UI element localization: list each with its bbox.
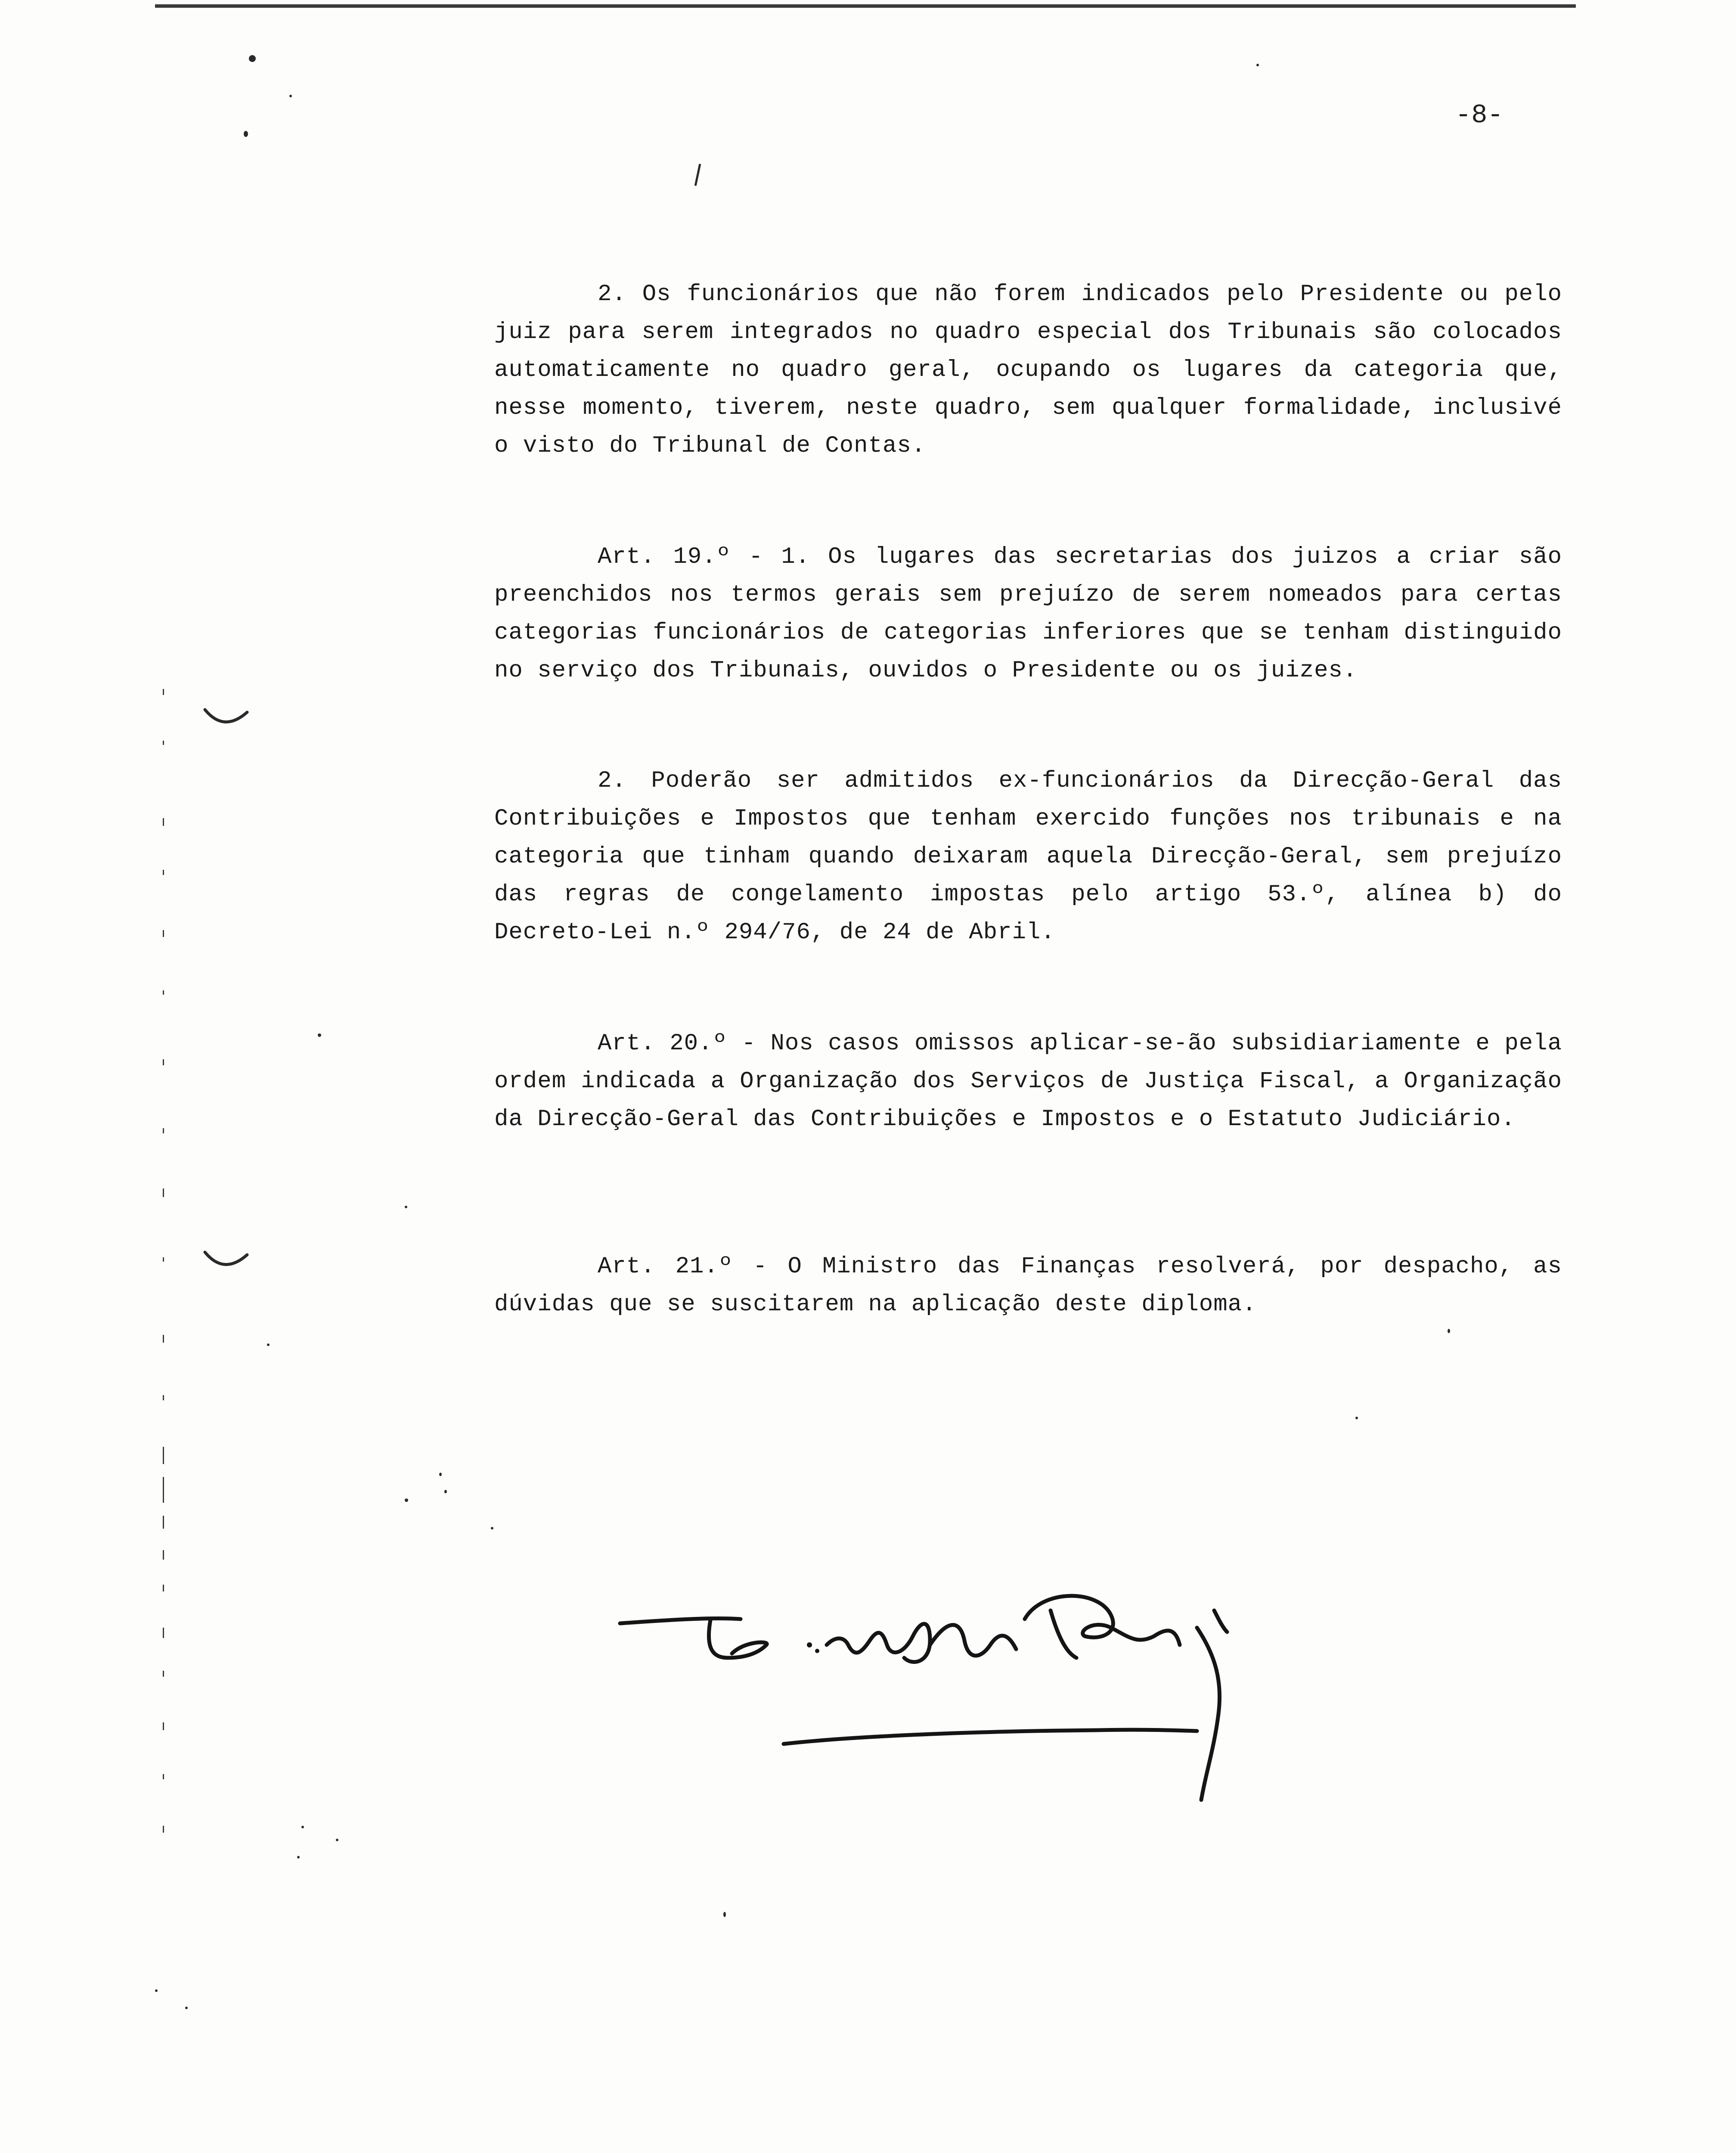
speck (405, 1498, 408, 1502)
speck (439, 1473, 442, 1476)
speck (1448, 1329, 1450, 1333)
speck (491, 1527, 493, 1529)
speck (723, 1912, 726, 1917)
speck (336, 1839, 338, 1841)
paragraph-art-19-1 (494, 538, 1562, 690)
paragraph-2-nonindicated-staff (494, 276, 1562, 465)
speck (301, 1826, 304, 1828)
paragraph-text: 2. Os funcionários que não forem indicados pelo Presidente ou pelo juiz para serem integrados no quadro especial dos Tribunais são colocados automaticamente no quadro geral, ocupando os lugares da categoria que, nesse momento, tiverem, neste quadro, sem qualquer formalidade, inclusivé o visto do Tribunal de Contas. (494, 281, 1562, 459)
paragraph-art-20 (494, 1025, 1562, 1139)
top-rule (155, 4, 1576, 8)
speck (244, 131, 248, 137)
speck (155, 1989, 158, 1992)
speck (444, 1490, 447, 1493)
speck (297, 1856, 300, 1858)
speck (694, 164, 701, 186)
paragraph-text: Art. 21.º - O Ministro das Finanças resolverá, por despacho, as dúvidas que se suscitarem na aplicação deste diploma. (494, 1253, 1562, 1318)
punch-mark-icon (202, 706, 250, 732)
speck (318, 1033, 321, 1037)
speck (185, 2007, 188, 2009)
paragraph-art-21 (494, 1248, 1562, 1324)
paragraph-text: Art. 20.º - Nos casos omissos aplicar-se-ão subsidiariamente e pela ordem indicada a Organização dos Serviços de Justiça Fiscal, a Organização da Direcção-Geral das Contribuições e Impostos e o Estatuto Judiciário. (494, 1030, 1562, 1132)
binding-edge-marks (160, 689, 167, 1895)
paragraph-text: Art. 19.º - 1. Os lugares das secretarias dos juizos a criar são preenchidos nos termos gerais sem prejuízo de serem nomeados para certas categorias funcionários de categorias inferiores que se tenham distinguido no serviço dos Tribunais, ouvidos o Presidente ou os juizes. (494, 544, 1562, 684)
signature-icon (603, 1593, 1335, 1834)
page-number: -8- (1455, 100, 1504, 130)
paragraph-art-19-2 (494, 762, 1562, 952)
punch-mark-icon (202, 1249, 250, 1275)
speck (249, 55, 256, 62)
speck (405, 1206, 407, 1208)
speck (267, 1343, 270, 1346)
speck (289, 95, 292, 97)
speck (1355, 1417, 1358, 1419)
speck (1256, 64, 1259, 66)
paragraph-text: 2. Poderão ser admitidos ex-funcionários da Direcção-Geral das Contribuições e Impostos que tenham exercido funções nos tribunais e na categoria que tinham quando deixaram aquela Direcção-Geral, sem prejuízo das regras de congelamento impostas pelo artigo 53.º, alínea b) do Decreto-Lei n.º 294/76, de 24 de Abril. (494, 768, 1562, 946)
